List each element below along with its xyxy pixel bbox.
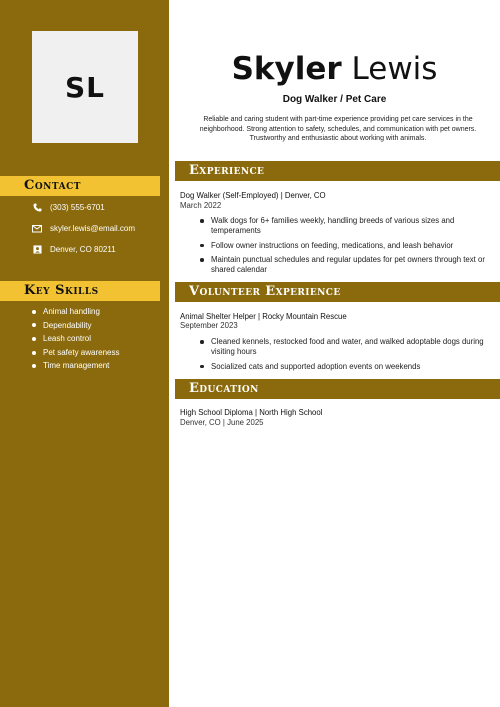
volunteer-title: Animal Shelter Helper | Rocky Mountain Rescue	[180, 312, 347, 321]
experience-place: Denver, CO	[284, 191, 326, 200]
last-name: Lewis	[351, 51, 438, 87]
bullet-item: Follow owner instructions on feeding, medications, and leash behavior	[199, 241, 489, 251]
skills-heading: Key Skills	[0, 281, 160, 301]
volunteer-heading: Volunteer Experience	[175, 282, 500, 302]
bullet-item: Walk dogs for 6+ families weekly, handling breeds of various sizes and temperaments	[199, 216, 489, 236]
separator: |	[254, 408, 258, 417]
bullet-item: Socialized cats and supported adoption events on weekends	[199, 362, 489, 372]
contact-phone	[32, 202, 105, 212]
contact-phone-text: (303) 555-6701	[50, 202, 105, 212]
contact-email[interactable]	[32, 223, 135, 233]
monogram: SL	[64, 70, 105, 104]
contact-location-text: Denver, CO 80211	[50, 244, 116, 254]
skills-list	[32, 305, 119, 373]
bullet-item: Cleaned kennels, restocked food and water, and walked adoptable dogs during visiting hours	[199, 337, 489, 357]
education-title	[180, 408, 322, 417]
summary: Reliable and caring student with part-time experience providing pet care services in the neighborhood. Strong attention to safety, schedules, and communication with pet owners. Trustworthy and enthusiastic about working with animals.	[199, 116, 477, 142]
job-title: Dog Walker / Pet Care	[282, 94, 387, 105]
email-icon	[32, 223, 42, 233]
education-school: North High School	[259, 408, 323, 417]
education-heading: Education	[175, 379, 500, 399]
skill-item: Pet safety awareness	[32, 346, 119, 360]
education-detail: Denver, CO | June 2025	[180, 418, 264, 427]
skill-item: Time management	[32, 359, 119, 373]
candidate-name	[169, 48, 500, 90]
first-name: Skyler	[231, 51, 342, 87]
experience-heading: Experience	[175, 161, 500, 181]
skill-item: Leash control	[32, 332, 119, 346]
contact-location	[32, 244, 116, 254]
volunteer-date: September 2023	[180, 321, 238, 330]
experience-title	[180, 191, 326, 200]
volunteer-bullets	[199, 337, 489, 376]
education-degree: High School Diploma	[180, 408, 253, 417]
separator: |	[280, 191, 283, 200]
monogram-box	[32, 31, 138, 143]
location-icon	[32, 244, 42, 254]
experience-bullets	[199, 216, 489, 280]
experience-role: Dog Walker (Self-Employed)	[180, 191, 279, 200]
bullet-item: Maintain punctual schedules and regular updates for pet owners through text or shared calendar	[199, 255, 489, 275]
contact-email-text[interactable]: skyler.lewis@email.com	[50, 223, 136, 233]
skill-item: Dependability	[32, 319, 119, 333]
experience-date: March 2022	[180, 201, 222, 210]
contact-heading: Contact	[0, 176, 160, 196]
skill-item: Animal handling	[32, 305, 119, 319]
phone-icon	[32, 202, 42, 212]
